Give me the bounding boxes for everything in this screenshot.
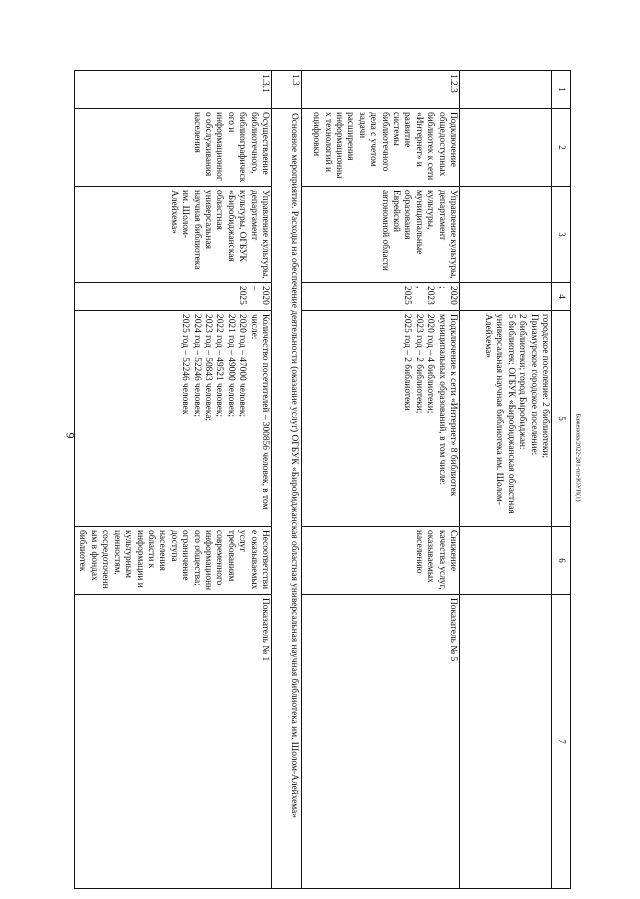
header-cell-5: 5 bbox=[552, 311, 571, 527]
row-result: Количество посетителей – 300856 человек, в том числе: 2020 год – 47000 человек; 2021 год – 49000 человек; 2022 год – 49521 человек; 2023 год – 50843 человека; 2024 год – 52246 человек; 2025 год – 52246 человек bbox=[75, 311, 272, 527]
row-years: 2020 – 2025 bbox=[75, 283, 272, 311]
row-years bbox=[460, 283, 552, 311]
row-number: 1.3.1 bbox=[75, 71, 272, 109]
row-number: 1.2.3 bbox=[302, 71, 460, 109]
activities-table bbox=[74, 70, 571, 889]
row-activity-name bbox=[460, 109, 552, 187]
row-years: 2020; 2023, 2025 bbox=[302, 283, 460, 311]
page-number: 9 bbox=[63, 432, 78, 439]
row-executor bbox=[460, 187, 552, 283]
header-cell-1: 1 bbox=[552, 71, 571, 109]
rotated-table-page bbox=[77, 70, 571, 888]
table-row bbox=[75, 71, 272, 889]
row-indicator bbox=[460, 595, 552, 889]
row-consequence: Несоответствие оказываемых услуг требованиям современного информационного общества; ограничение доступа населения области к информации и культурным ценностям, сосредоточенным в фондах библиотек bbox=[75, 527, 272, 595]
header-cell-2: 2 bbox=[552, 109, 571, 187]
section-number: 1.3 bbox=[272, 71, 302, 109]
row-result: городское поселение: 2 библиотеки; Приамурское городское поселение: 2 библиотеки; город Биробиджан: 5 библиотек; ОГБУК «Биробиджанская областная универсальная научная библиотека им. Шолом-Алейхема» bbox=[460, 311, 552, 527]
row-consequence: Снижение качества услуг, оказываемых населению bbox=[302, 527, 460, 595]
header-cell-3: 3 bbox=[552, 187, 571, 283]
section-row bbox=[272, 71, 302, 889]
row-executor: Управление культуры, департамент культуры, ОГБУК «Биробиджанская областная универсальная научная библиотека им. Шолом-Алейхема» bbox=[75, 187, 272, 283]
row-indicator: Показатель № 1 bbox=[75, 595, 272, 889]
document-footer-id: Баженова/2022-281-пп-ЮУП(1) bbox=[574, 413, 582, 502]
row-activity-name: Подключение общедоступных библиотек к сети «Интернет» и развитие системы библиотечного дела с учетом задачи расширения информационных технологий и оцифровки bbox=[302, 109, 460, 187]
table-row bbox=[302, 71, 460, 889]
table-header-row bbox=[552, 71, 571, 889]
row-number bbox=[460, 71, 552, 109]
header-cell-4: 4 bbox=[552, 283, 571, 311]
header-cell-7: 7 bbox=[552, 595, 571, 889]
row-indicator: Показатель № 5 bbox=[302, 595, 460, 889]
row-result: Подключение к сети «Интернет» 8 библиотек муниципальных образований, в том числе: 2020 год – 4 библиотеки; 2023 год – 2 библиотеки; 2025 год – 2 библиотеки bbox=[302, 311, 460, 527]
row-activity-name: Осуществление библиотечного, библиографического и информационного обслуживания населения bbox=[75, 109, 272, 187]
table-row bbox=[460, 71, 552, 889]
header-cell-6: 6 bbox=[552, 527, 571, 595]
row-executor: Управление культуры, департамент культуры, муниципальные образования Еврейской автономной области bbox=[302, 187, 460, 283]
section-title: Основное мероприятие. Расходы на обеспечение деятельности (оказание услуг) ОГБУК «Биробиджанская областная универсальная научная библиотека им. Шолом-Алейхема» bbox=[272, 109, 302, 889]
row-consequence bbox=[460, 527, 552, 595]
